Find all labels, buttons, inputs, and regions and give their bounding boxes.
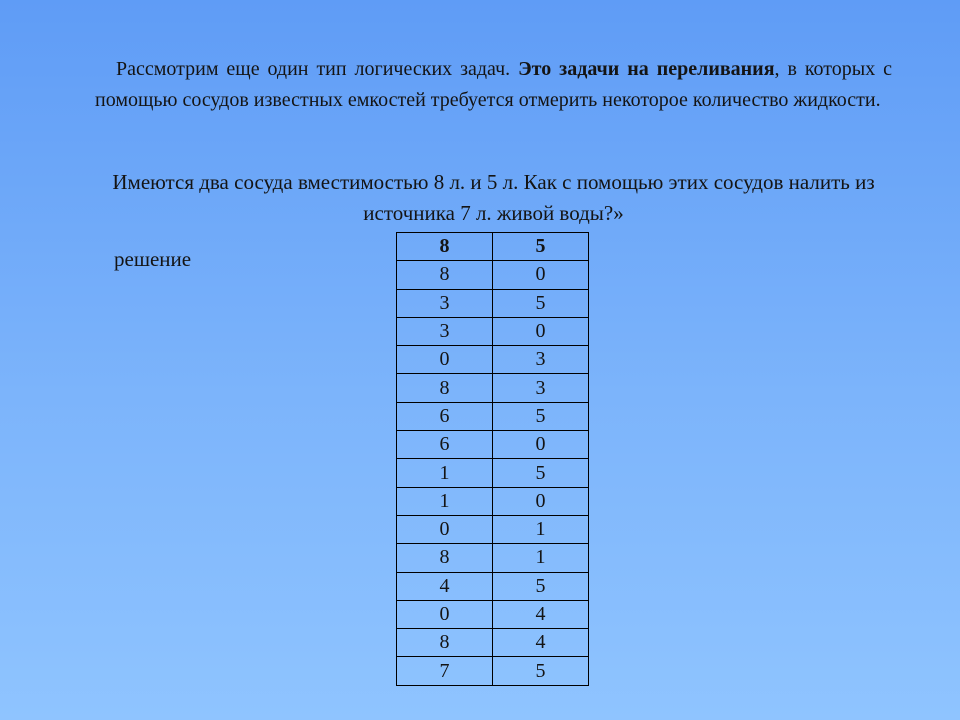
header-cell-8l: 8 [397,233,493,261]
cell-vessel-5l: 0 [493,487,589,515]
cell-vessel-8l: 8 [397,629,493,657]
table-row [397,600,589,628]
cell-vessel-5l: 3 [493,346,589,374]
cell-vessel-8l: 1 [397,459,493,487]
table-row [397,346,589,374]
cell-vessel-8l: 0 [397,346,493,374]
cell-vessel-5l: 4 [493,600,589,628]
cell-vessel-8l: 0 [397,600,493,628]
table-row [397,487,589,515]
table-row [397,374,589,402]
cell-vessel-5l: 5 [493,459,589,487]
table-row [397,629,589,657]
cell-vessel-5l: 0 [493,431,589,459]
problem-statement: Имеются два сосуда вместимостью 8 л. и 5 л. Как с помощью этих сосудов налить из источника 7 л. живой воды?» [112,170,875,225]
intro-text-end: , в которых с помощью сосудов известных емкостей требуется отмерить некоторое количество жидкости. [95,58,893,111]
cell-vessel-8l: 8 [397,374,493,402]
cell-vessel-8l: 6 [397,402,493,430]
cell-vessel-5l: 5 [493,402,589,430]
cell-vessel-8l: 1 [397,487,493,515]
cell-vessel-5l: 0 [493,261,589,289]
table-row [397,459,589,487]
table-row [397,402,589,430]
solution-table-body [397,261,589,685]
cell-vessel-5l: 1 [493,515,589,543]
cell-vessel-8l: 4 [397,572,493,600]
cell-vessel-8l: 8 [397,261,493,289]
table-header-row [397,233,589,261]
table-row [397,657,589,685]
table-row [397,289,589,317]
cell-vessel-8l: 0 [397,515,493,543]
cell-vessel-8l: 8 [397,544,493,572]
cell-vessel-5l: 5 [493,657,589,685]
table-row [397,431,589,459]
solution-table [396,232,589,686]
solution-label: решение [114,247,192,271]
table-row [397,544,589,572]
cell-vessel-5l: 5 [493,289,589,317]
cell-vessel-8l: 7 [397,657,493,685]
intro-text-start: Рассмотрим еще один тип логических задач. [116,58,519,80]
table-row [397,515,589,543]
table-row [397,572,589,600]
cell-vessel-5l: 5 [493,572,589,600]
cell-vessel-8l: 3 [397,289,493,317]
cell-vessel-8l: 6 [397,431,493,459]
cell-vessel-8l: 3 [397,317,493,345]
table-row [397,317,589,345]
intro-paragraph [95,54,892,116]
cell-vessel-5l: 4 [493,629,589,657]
table-row [397,261,589,289]
intro-text-bold: Это задачи на переливания [518,58,775,80]
cell-vessel-5l: 0 [493,317,589,345]
cell-vessel-5l: 1 [493,544,589,572]
header-cell-5l: 5 [493,233,589,261]
cell-vessel-5l: 3 [493,374,589,402]
